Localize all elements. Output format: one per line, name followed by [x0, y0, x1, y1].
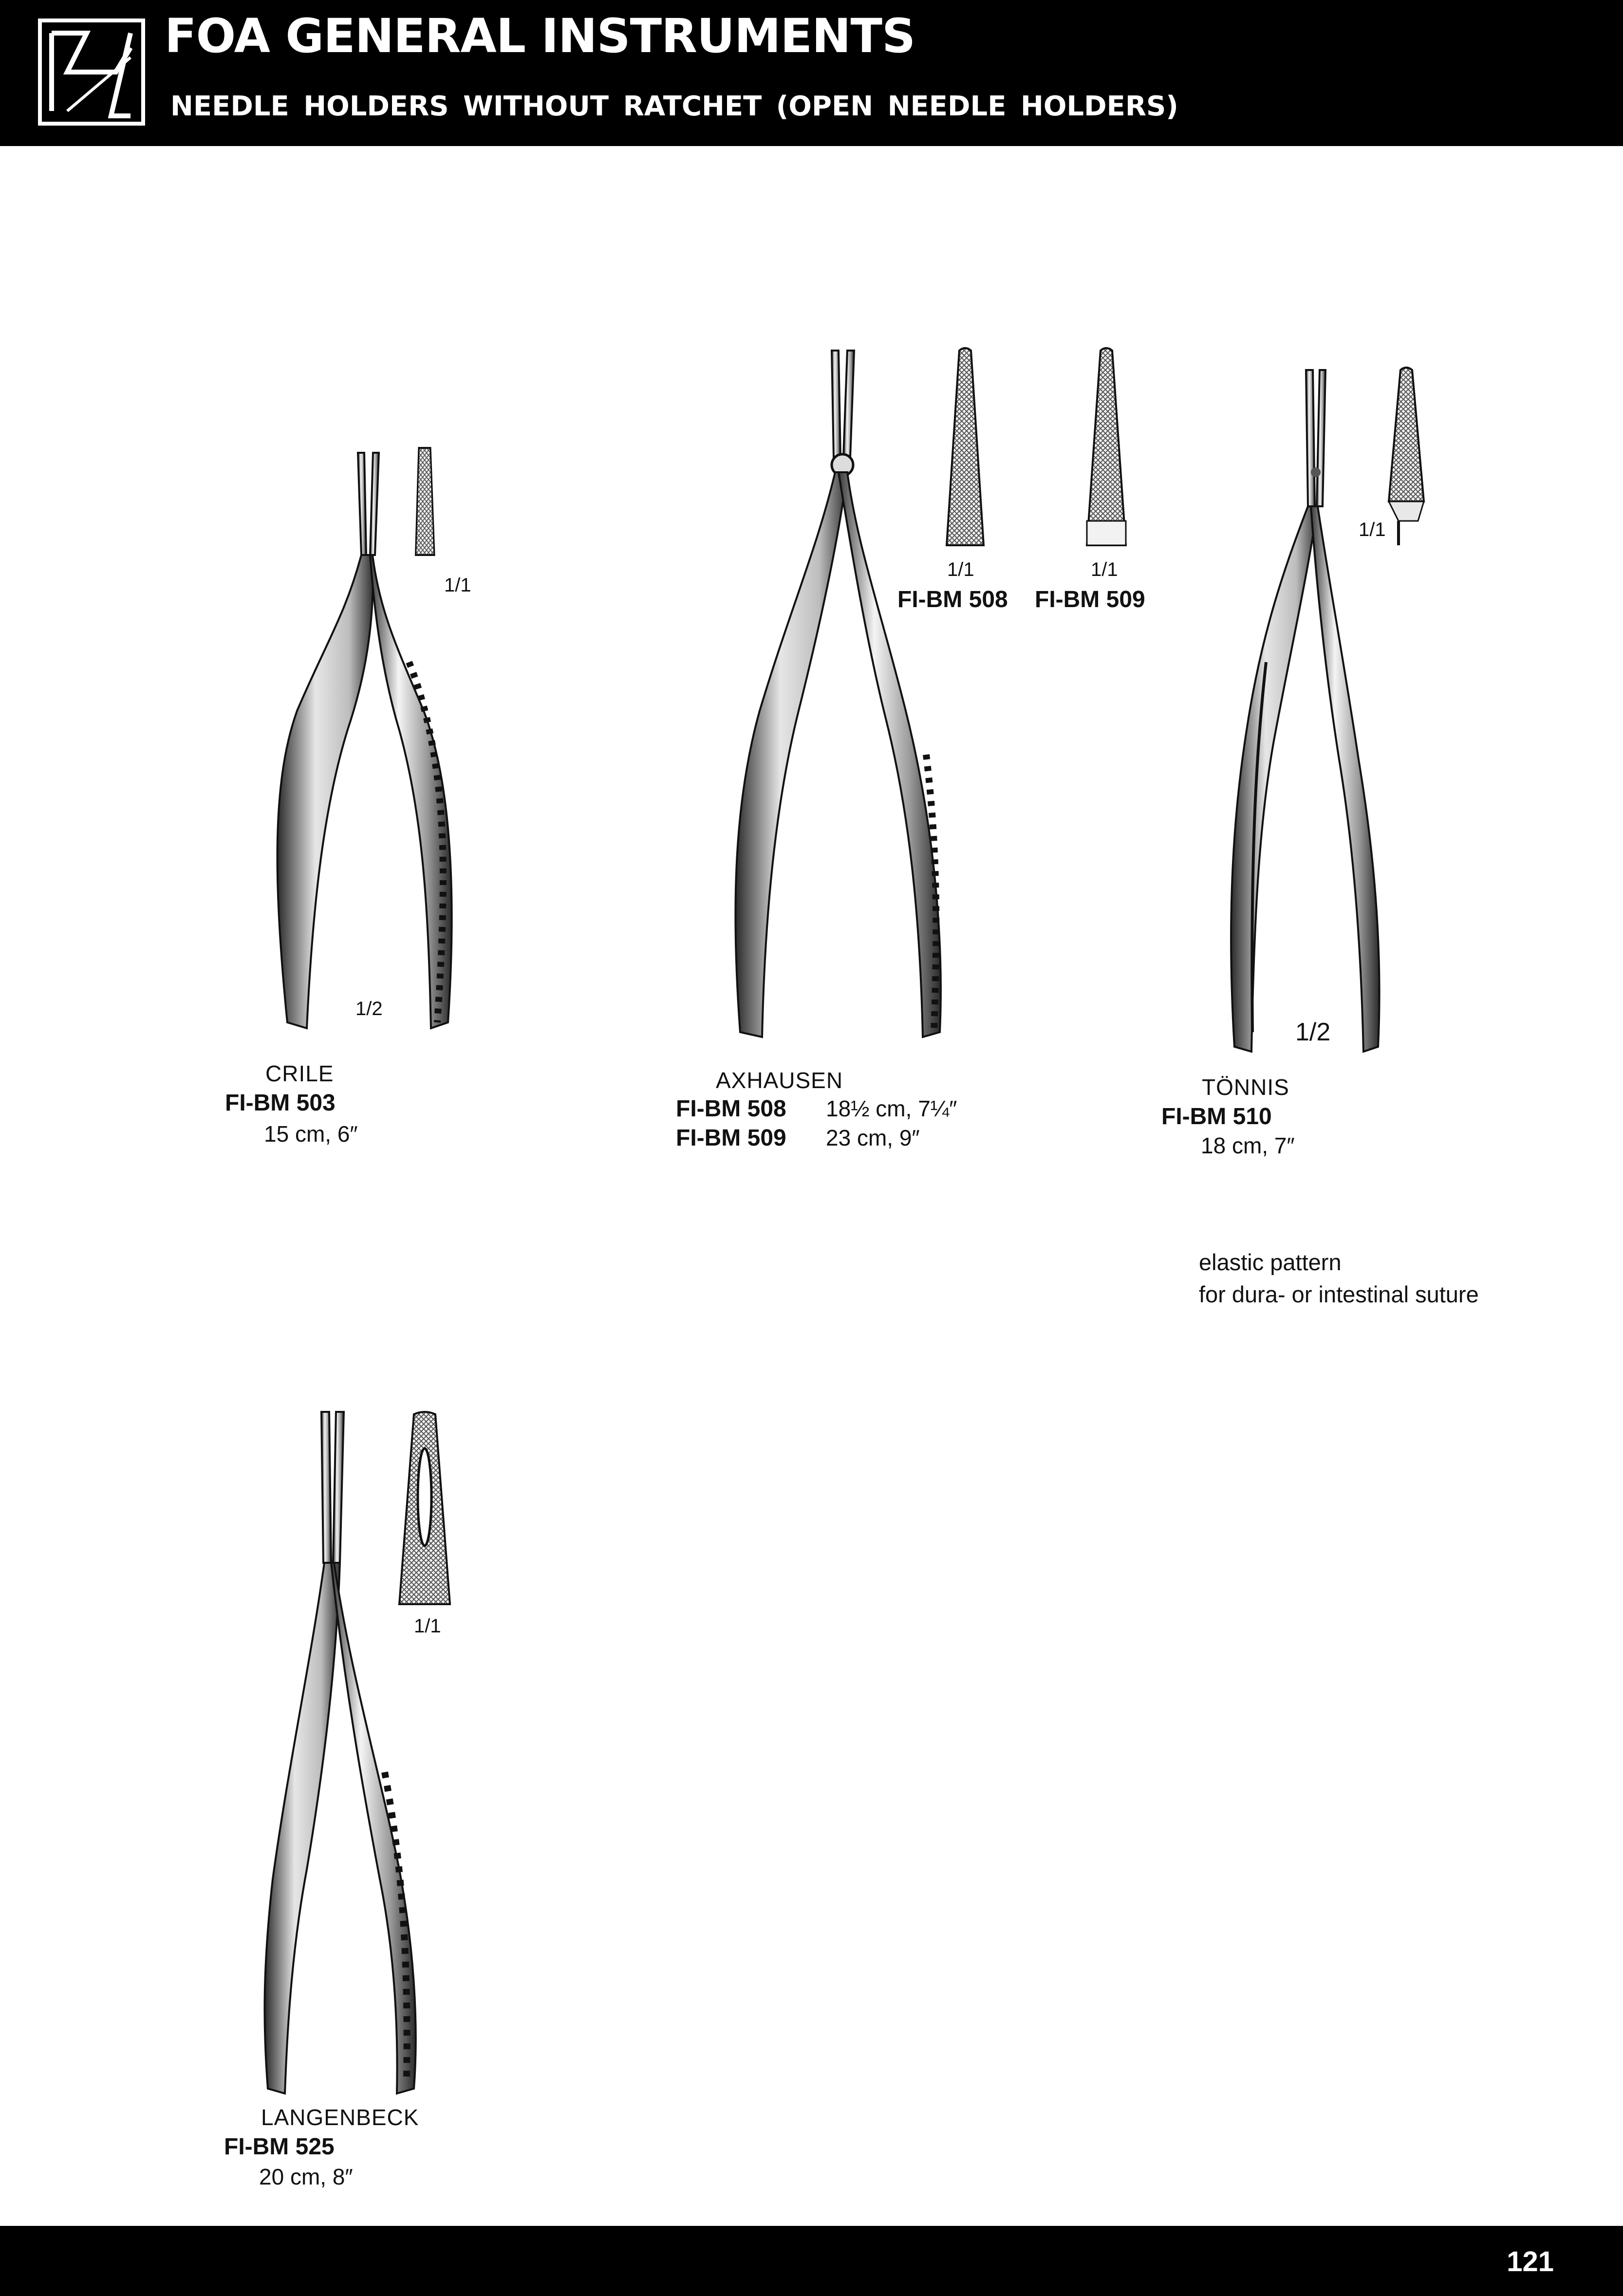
- axhausen-tip-code-509: FI-BM 509: [1035, 587, 1145, 612]
- section-subtitle: NEEDLE HOLDERS WITHOUT RATCHET (OPEN NEEDLE HOLDERS): [170, 91, 1178, 122]
- crile-figure-scale: 1/2: [355, 998, 383, 1019]
- page-number: 121: [1507, 2246, 1554, 2277]
- tonnis-code: FI-BM 510: [1161, 1104, 1272, 1129]
- tonnis-figure-scale: 1/2: [1295, 1018, 1331, 1046]
- tonnis-size: 18 cm, 7″: [1201, 1133, 1295, 1158]
- axhausen-tip-code-508: FI-BM 508: [897, 587, 1008, 612]
- tonnis-note-line-2: for dura- or intestinal suture: [1199, 1281, 1479, 1307]
- langenbeck-tip-detail-illustration: [399, 1409, 458, 1614]
- langenbeck-code: FI-BM 525: [224, 2134, 335, 2160]
- crile-size: 15 cm, 6″: [264, 1121, 358, 1147]
- tonnis-note: [1199, 1246, 1479, 1311]
- langenbeck-name: LANGENBECK: [261, 2105, 419, 2130]
- axhausen-code-509: FI-BM 509: [676, 1125, 786, 1151]
- crile-name: CRILE: [265, 1061, 334, 1086]
- crile-code: FI-BM 503: [225, 1090, 336, 1116]
- axhausen-tip-detail-illustrations: [935, 346, 1169, 550]
- crile-tip-scale: 1/1: [444, 574, 471, 596]
- tonnis-tip-detail-illustration: [1379, 365, 1437, 550]
- tonnis-note-line-1: elastic pattern: [1199, 1249, 1342, 1275]
- tonnis-tip-scale: 1/1: [1359, 519, 1386, 540]
- axhausen-tip-scale-508: 1/1: [947, 559, 974, 580]
- langenbeck-size: 20 cm, 8″: [259, 2164, 353, 2189]
- langenbeck-tip-scale: 1/1: [414, 1615, 441, 1637]
- crile-needle-holder-illustration: [253, 438, 516, 1047]
- axhausen-code-508: FI-BM 508: [676, 1096, 786, 1122]
- axhausen-size-509: 23 cm, 9″: [826, 1125, 920, 1150]
- page-footer: [0, 2226, 1623, 2296]
- page-header: [0, 0, 1623, 146]
- tonnis-name: TÖNNIS: [1202, 1074, 1289, 1100]
- foa-logo-icon: [38, 19, 145, 126]
- catalog-title: FOA GENERAL INSTRUMENTS: [165, 9, 915, 63]
- axhausen-size-508: 18½ cm, 7¼″: [826, 1096, 957, 1121]
- axhausen-tip-scale-509: 1/1: [1091, 559, 1118, 580]
- axhausen-name: AXHAUSEN: [716, 1068, 843, 1093]
